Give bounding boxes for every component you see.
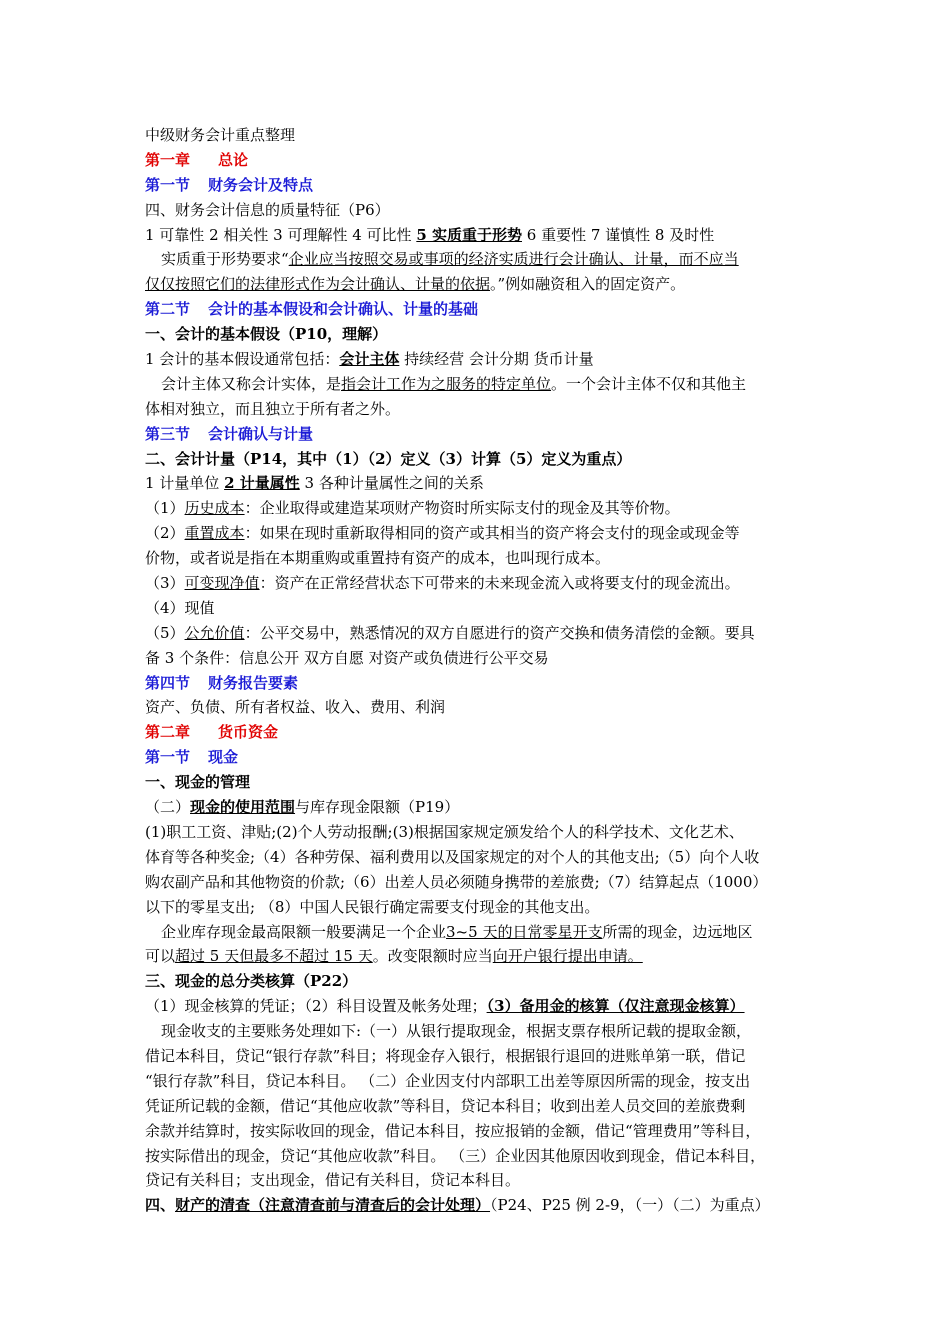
term: 重置成本 [184, 524, 245, 543]
paragraph-line [145, 795, 810, 820]
term: 公允价值 [184, 623, 245, 642]
chapter-1-heading [145, 148, 810, 173]
chapter-label: 第二章 [145, 723, 191, 742]
section-label: 第四节 [145, 673, 191, 692]
paragraph-line: 按实际借出的现金，贷记“其他应收款”科目。 （三）企业因其他原因收到现金，借记本科目， [145, 1146, 766, 1165]
section-1-1-heading [145, 173, 810, 198]
text-span: 与库存现金限额（P19） [295, 798, 460, 817]
text-span: 。”例如融资租入的固定资产。 [490, 275, 686, 294]
paragraph-line: 以下的零星支出; （8）中国人民银行确定需要支付现金的其他支出。 [145, 897, 600, 916]
key-term: 会计主体 [339, 350, 400, 369]
section-label: 第三节 [145, 424, 191, 443]
definition: ：企业取得或建造某项财产物资时所实际支付的现金及其等价物。 [244, 499, 680, 518]
section-1-4-heading [145, 671, 810, 696]
paragraph-line [145, 247, 810, 272]
quality-list [145, 223, 810, 248]
section-name: 财务会计及特点 [208, 175, 314, 194]
list-item-continuation: 备 3 个条件：信息公开 双方自愿 对资产或负债进行公平交易 [145, 648, 549, 667]
section-1-2-heading [145, 297, 810, 322]
text-span: 。一个会计主体不仅和其他主 [551, 374, 747, 393]
definition: ：公平交易中，熟悉情况的双方自愿进行的资产交换和债务清偿的金额。要具 [244, 623, 755, 642]
paragraph-line [145, 920, 810, 945]
section-2-1-heading [145, 745, 810, 770]
paragraph-line [145, 1193, 810, 1218]
document-body [145, 123, 810, 1218]
paragraph-line [145, 347, 810, 372]
chapter-2-heading [145, 720, 810, 745]
paragraph-line: 体育等各种奖金;（4）各种劳保、福利费用以及国家规定的对个人的其他支出;（5）向个人收 [145, 847, 760, 866]
paragraph-line: 现金收支的主要账务处理如下:（一）从银行提取现金，根据支票存根所记载的提取金额， [161, 1022, 752, 1041]
paragraph-line [145, 944, 810, 969]
text-span: （1）现金核算的凭证；（2）科目设置及帐务处理； [145, 997, 487, 1016]
text-span: （二） [145, 798, 191, 817]
section-name: 现金 [208, 748, 239, 767]
item-number: （3） [145, 574, 185, 593]
section-label: 第一节 [145, 748, 191, 767]
paragraph-line: 体相对独立，而且独立于所有者之外。 [145, 399, 401, 418]
subheading: 一、会计的基本假设（P10，理解） [145, 325, 388, 344]
list-item-continuation: 价物，或者说是指在本期重购或重置持有资产的成本，也叫现行成本。 [145, 549, 611, 568]
list-item: （4）现值 [145, 598, 215, 617]
section-label: 第二节 [145, 300, 191, 319]
chapter-name: 货币资金 [218, 723, 279, 742]
paragraph-line: 凭证所记载的金额，借记“其他应收款”等科目，贷记本科目；收到出差人员交回的差旅费剩 [145, 1096, 746, 1115]
item-number: （1） [145, 499, 185, 518]
paragraph-line: 余款并结算时，按实际收回的现金，借记本科目，按应报销的金额，借记“管理费用”等科目， [145, 1121, 761, 1140]
term: 可变现净值 [184, 574, 260, 593]
subheading: 三、现金的总分类核算（P22） [145, 972, 358, 991]
chapter-label: 第一章 [145, 150, 191, 169]
text-span: （P24、P25 例 2-9，（一）（二）为重点） [490, 1196, 770, 1215]
subheading: 一、现金的管理 [145, 773, 251, 792]
paragraph-line: 贷记有关科目；支出现金，借记有关科目，贷记本科目。 [145, 1171, 521, 1190]
section-1-3-heading [145, 422, 810, 447]
paragraph-line: “银行存款”科目，贷记本科目。 （二）企业因支付内部职工出差等原因所需的现金，按支出 [145, 1071, 751, 1090]
underlined-text: 向开户银行提出申请。 [492, 947, 643, 966]
key-term: 财产的清查（注意清查前与清查后的会计处理） [175, 1196, 491, 1215]
text-span: 所需的现金，边远地区 [602, 922, 753, 941]
subheading: 二、会计计量（P14，其中（1）（2）定义（3）计算（5）定义为重点） [145, 449, 632, 468]
document-title: 中级财务会计重点整理 [145, 126, 296, 144]
text-span: 实质重于形势要求“ [161, 250, 289, 269]
quality-heading: 四、财务会计信息的质量特征（P6） [145, 200, 390, 219]
paragraph-line [145, 272, 810, 297]
item-number: （2） [145, 524, 185, 543]
underlined-text: 超过 5 天但最多不超过 15 天 [175, 947, 373, 966]
list-item [145, 621, 810, 646]
section-name: 财务报告要素 [208, 673, 299, 692]
item-number: （5） [145, 623, 185, 642]
text-span: 1 会计的基本假设通常包括： [145, 350, 340, 369]
key-term: 2 计量属性 [224, 474, 300, 493]
paragraph-line: (1)职工工资、津贴;(2)个人劳动报酬;(3)根据国家规定颁发给个人的科学技术、文化艺术、 [145, 822, 744, 841]
underlined-text: 企业应当按照交易或事项的经济实质进行会计确认、计量，而不应当 [288, 250, 739, 269]
underlined-text: 指会计工作为之服务的特定单位 [341, 374, 552, 393]
paragraph-line: 购农副产品和其他物资的价款;（6）出差人员必须随身携带的差旅费;（7）结算起点（1000） [145, 872, 768, 891]
quality-list-part: 1 可靠性 2 相关性 3 可理解性 4 可比性 [145, 225, 417, 244]
term: 历史成本 [184, 499, 245, 518]
underlined-text: 3~5 天的日常零星开支 [446, 922, 603, 941]
key-term: （3）备用金的核算（仅注意现金核算） [486, 997, 745, 1016]
section-name: 会计确认与计量 [208, 424, 314, 443]
text-span: 会计主体又称会计实体，是 [161, 374, 342, 393]
definition: ：如果在现时重新取得相同的资产或其相当的资产将会支付的现金或现金等 [244, 524, 740, 543]
text-span: 。改变限额时应当 [372, 947, 493, 966]
text-span: 3 各种计量属性之间的关系 [299, 474, 484, 493]
paragraph-line [145, 372, 810, 397]
paragraph-line: 资产、负债、所有者权益、收入、费用、利润 [145, 698, 446, 717]
paragraph-line: 借记本科目，贷记“银行存款”科目；将现金存入银行，根据银行退回的进账单第一联，借记 [145, 1046, 746, 1065]
text-span: 企业库存现金最高限额一般要满足一个企业 [161, 922, 447, 941]
text-span: 1 计量单位 [145, 474, 225, 493]
text-span: 可以 [145, 947, 176, 966]
paragraph-line [145, 994, 810, 1019]
section-name: 会计的基本假设和会计确认、计量的基础 [208, 300, 479, 319]
key-term: 现金的使用范围 [190, 798, 296, 817]
list-item [145, 571, 810, 596]
subheading-number: 四、 [145, 1196, 176, 1215]
definition: ：资产在正常经营状态下可带来的未来现金流入或将要支付的现金流出。 [259, 574, 740, 593]
section-label: 第一节 [145, 175, 191, 194]
key-term: 5 实质重于形势 [416, 225, 522, 244]
list-item [145, 496, 810, 521]
list-item [145, 521, 810, 546]
text-span: 持续经营 会计分期 货币计量 [399, 350, 594, 369]
paragraph-line [145, 471, 810, 496]
underlined-text: 仅仅按照它们的法律形式作为会计确认、计量的依据 [145, 275, 491, 294]
quality-list-part: 6 重要性 7 谨慎性 8 及时性 [522, 225, 715, 244]
chapter-name: 总论 [218, 150, 249, 169]
